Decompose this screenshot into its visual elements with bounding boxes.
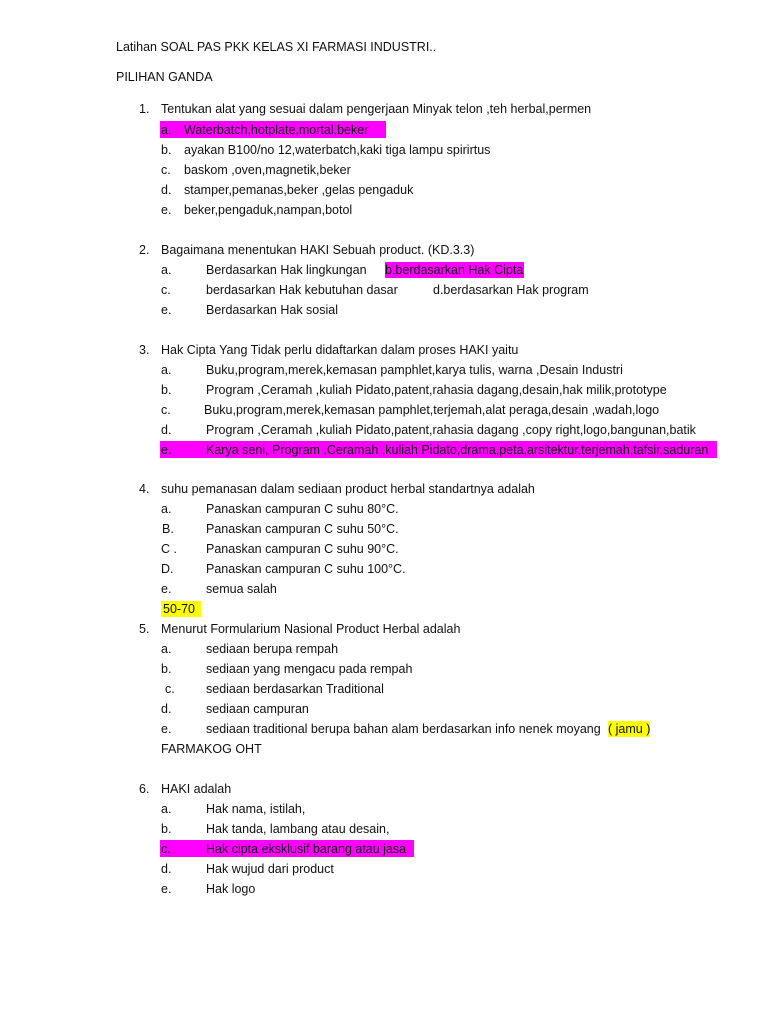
q1-opt-a-text: Waterbatch,hotplate,mortal,beker <box>184 123 369 137</box>
q1-opt-b-letter: b. <box>161 143 172 157</box>
q5-opt-b-text: sediaan yang mengacu pada rempah <box>206 662 413 676</box>
q4-opt-c-text: Panaskan campuran C suhu 90°C. <box>206 542 399 556</box>
q2-opt-b-answer: b.berdasarkan Hak Cipta <box>385 263 524 277</box>
q3-opt-d-letter: d. <box>161 423 172 437</box>
q6-opt-a-letter: a. <box>161 802 172 816</box>
q5-answer-note: ( jamu ) <box>608 722 651 736</box>
q5-opt-d-letter: d. <box>161 702 172 716</box>
q4-opt-d-text: Panaskan campuran C suhu 100°C. <box>206 562 406 576</box>
q1-text: Tentukan alat yang sesuai dalam pengerjaan Minyak telon ,teh herbal,permen <box>161 102 592 116</box>
section-title: PILIHAN GANDA <box>116 70 213 84</box>
q6-opt-c-letter: c. <box>161 842 171 856</box>
q5-opt-a-text: sediaan berupa rempah <box>206 642 339 656</box>
q6-opt-b-text: Hak tanda, lambang atau desain, <box>206 822 390 836</box>
q5-opt-b-letter: b. <box>161 662 172 676</box>
q4-opt-a-letter: a. <box>161 502 172 516</box>
q6-opt-e-letter: e. <box>161 882 172 896</box>
q3-opt-b-text: Program ,Ceramah ,kuliah Pidato,patent,rahasia dagang,desain,hak milik,prototype <box>206 383 667 397</box>
q5-opt-e-text: sediaan traditional berupa bahan alam berdasarkan info nenek moyang <box>206 722 601 736</box>
q5-text: Menurut Formularium Nasional Product Herbal adalah <box>161 622 461 636</box>
q4-opt-b-text: Panaskan campuran C suhu 50°C. <box>206 522 399 536</box>
q3-opt-c-text: Buku,program,merek,kemasan pamphlet,terjemah,alat peraga,desain ,wadah,logo <box>204 403 660 417</box>
q3-opt-e-text: Karya seni, Program ,Ceramah ,kuliah Pidato,drama,peta,arsitektur,terjemah,tafsir,saduran <box>206 443 709 457</box>
q6-opt-c-text: Hak cipta eksklusif barang atau jasa <box>206 842 407 856</box>
q2-text: Bagaimana menentukan HAKI Sebuah product. (KD.3.3) <box>161 243 475 257</box>
q3-opt-e-letter: e. <box>161 443 172 457</box>
q1-opt-e-letter: e. <box>161 203 172 217</box>
q3-opt-c-letter: c. <box>161 403 171 417</box>
q6-text: HAKI adalah <box>161 782 232 796</box>
q3-number: 3. <box>139 343 150 357</box>
q3-opt-a-text: Buku,program,merek,kemasan pamphlet,karya tulis, warna ,Desain Industri <box>206 363 623 377</box>
q4-answer-note: 50-70 <box>161 601 201 617</box>
q6-number: 6. <box>139 782 150 796</box>
q2-opt-d: d.berdasarkan Hak program <box>433 283 589 297</box>
q3-opt-b-letter: b. <box>161 383 172 397</box>
q5-number: 5. <box>139 622 150 636</box>
q5-footer-note: FARMAKOG OHT <box>161 742 262 756</box>
q4-opt-d-letter: D. <box>161 562 174 576</box>
q2-opt-a-letter: a. <box>161 263 172 277</box>
q4-opt-b-letter: B. <box>162 522 174 536</box>
q5-opt-c-letter: c. <box>165 682 175 696</box>
q2-opt-c-text: berdasarkan Hak kebutuhan dasar <box>206 283 398 297</box>
q1-opt-a-letter: a. <box>161 123 172 137</box>
q1-opt-b-text: ayakan B100/no 12,waterbatch,kaki tiga lampu spirirtus <box>184 143 491 157</box>
q6-opt-d-text: Hak wujud dari product <box>206 862 334 876</box>
q4-opt-e-text: semua salah <box>206 582 277 596</box>
q2-opt-a-text: Berdasarkan Hak lingkungan <box>206 263 367 277</box>
q1-opt-c-text: baskom ,oven,magnetik,beker <box>184 163 351 177</box>
q5-opt-c-text: sediaan berdasarkan Traditional <box>206 682 384 696</box>
q6-opt-b-letter: b. <box>161 822 172 836</box>
q4-opt-a-text: Panaskan campuran C suhu 80°C. <box>206 502 399 516</box>
q3-opt-a-letter: a. <box>161 363 172 377</box>
q3-text: Hak Cipta Yang Tidak perlu didaftarkan dalam proses HAKI yaitu <box>161 343 519 357</box>
q2-opt-e-letter: e. <box>161 303 172 317</box>
q1-opt-d-letter: d. <box>161 183 172 197</box>
q6-opt-d-letter: d. <box>161 862 172 876</box>
q6-opt-e-text: Hak logo <box>206 882 256 896</box>
q2-opt-c-letter: c. <box>161 283 171 297</box>
q4-text: suhu pemanasan dalam sediaan product herbal standartnya adalah <box>161 482 535 496</box>
q5-opt-e-letter: e. <box>161 722 172 736</box>
doc-title: Latihan SOAL PAS PKK KELAS XI FARMASI INDUSTRI.. <box>116 40 437 54</box>
q1-number: 1. <box>139 102 150 116</box>
q5-opt-d-text: sediaan campuran <box>206 702 309 716</box>
q6-opt-a-text: Hak nama, istilah, <box>206 802 306 816</box>
q2-opt-e-text: Berdasarkan Hak sosial <box>206 303 339 317</box>
q4-number: 4. <box>139 482 150 496</box>
q1-opt-d-text: stamper,pemanas,beker ,gelas pengaduk <box>184 183 414 197</box>
q1-opt-e-text: beker,pengaduk,nampan,botol <box>184 203 353 217</box>
q2-number: 2. <box>139 243 150 257</box>
q4-opt-e-letter: e. <box>161 582 172 596</box>
q5-opt-a-letter: a. <box>161 642 172 656</box>
q1-opt-c-letter: c. <box>161 163 171 177</box>
q4-opt-c-letter: C . <box>161 542 177 556</box>
q3-opt-d-text: Program ,Ceramah ,kuliah Pidato,patent,rahasia dagang ,copy right,logo,bangunan,batik <box>206 423 696 437</box>
